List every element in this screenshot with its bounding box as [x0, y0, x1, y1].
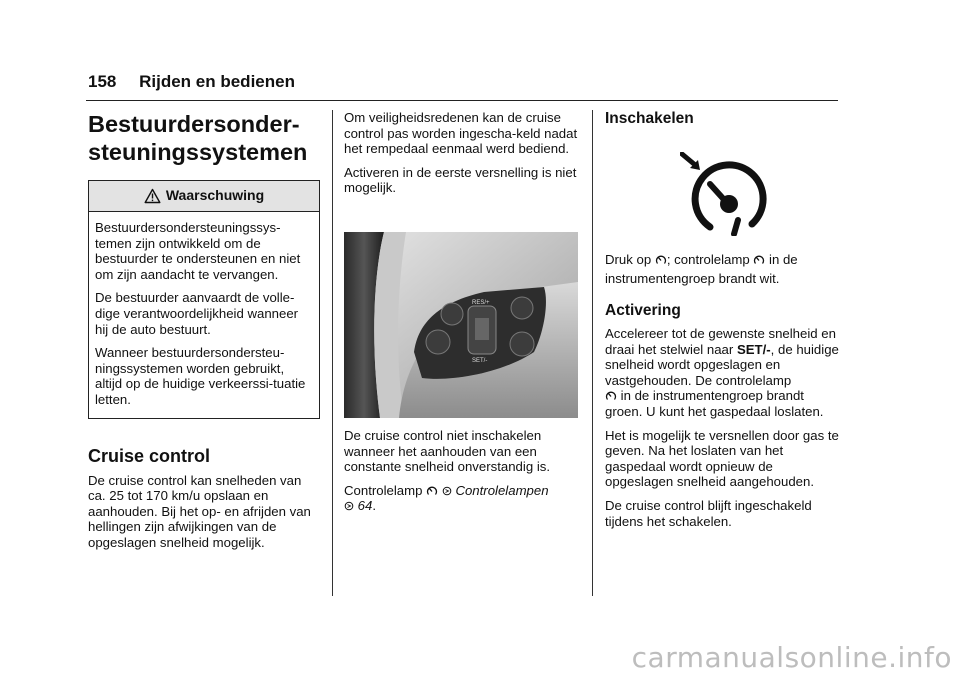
cruise-control-icon — [426, 485, 438, 497]
column-3 — [605, 110, 841, 134]
column-divider-2 — [592, 110, 593, 596]
warning-paragraph: Bestuurdersondersteuningssys-temen zijn ontwikkeld om de bestuurder te ondersteunen en niet om zijn aandacht te vervangen. — [95, 220, 301, 282]
page-header — [88, 72, 838, 92]
warning-paragraph: Wanneer bestuurdersondersteu-ningssystemen worden gebruikt, altijd op de huidige verkeerssi-tuatie letten. — [95, 345, 306, 407]
res-plus-label: RES/+ — [472, 300, 490, 306]
act-text-a: Accelereer tot de gewenste snelheid en draai het stelwiel naar — [605, 326, 836, 357]
column-divider-1 — [332, 110, 333, 596]
ref-prefix: Controlelamp — [344, 482, 423, 498]
activering-paragraph-1 — [605, 326, 841, 420]
page-title — [88, 110, 320, 166]
druk-suffix: in de instrumentengroep brandt wit. — [605, 252, 798, 286]
act-text-b: , de huidige snelheid wordt opgeslagen en vastgehouden. De controlelamp — [605, 341, 839, 388]
set-minus-term: SET/- — [736, 341, 771, 357]
druk-prefix: Druk op — [605, 252, 652, 267]
inschakelen-heading: Inschakelen — [605, 110, 694, 127]
safety-paragraph: Om veiligheidsredenen kan de cruise control pas worden ingescha-keld nadat het rempedaal eenmaal werd bediend. — [344, 110, 578, 157]
warning-note-paragraph: De cruise control niet inschakelen wanneer het aanhouden van een constante snelheid onverstandig is. — [344, 428, 551, 475]
section-title: Rijden en bedienen — [139, 72, 295, 91]
reference-link[interactable]: Controlelampen — [455, 482, 549, 498]
activering-paragraph-2: Het is mogelijk te versnellen door gas te geven. Na het loslaten van het gaspedaal wordt opnieuw de opgeslagen snelheid aangehouden. — [605, 427, 839, 490]
reference-arrow-icon — [344, 500, 354, 512]
warning-triangle-icon — [144, 188, 161, 204]
reference-paragraph: Controlelamp Controlelampen 64. — [344, 482, 549, 514]
header-divider — [86, 100, 838, 101]
column-3-lower — [605, 250, 841, 537]
druk-middle: ; controlelamp — [666, 252, 750, 267]
cruise-control-heading: Cruise control — [88, 445, 211, 466]
column-1 — [88, 110, 320, 559]
reference-arrow-icon — [442, 485, 452, 497]
title-line-1: Bestuurdersonder- — [88, 111, 300, 137]
column-2-lower — [344, 428, 578, 522]
page-number: 158 — [88, 72, 117, 91]
warning-box — [88, 180, 320, 419]
act-text-c: in de instrumentengroep brandt groen. U kunt het gaspedaal loslaten. — [605, 388, 824, 419]
warning-body — [89, 212, 319, 418]
cruise-control-gauge-icon — [680, 152, 770, 236]
first-gear-paragraph: Activeren in de eerste versnelling is niet mogelijk. — [344, 164, 577, 196]
cruise-control-icon — [605, 390, 617, 402]
activering-paragraph-3: De cruise control blijft ingeschakeld tijdens het schakelen. — [605, 497, 812, 529]
cruise-control-icon — [753, 254, 765, 266]
title-line-2: steuningssystemen — [88, 139, 308, 165]
warning-paragraph: De bestuurder aanvaardt de volle-dige verantwoordelijkheid wanneer hij de auto bestuurt. — [95, 290, 299, 337]
watermark: carmanualsonline.info — [631, 641, 952, 674]
druk-op-paragraph — [605, 250, 841, 288]
warning-heading: Waarschuwing — [165, 187, 265, 204]
set-minus-label: SET/- — [472, 358, 488, 364]
activering-heading: Activering — [605, 302, 681, 319]
cruise-control-text: De cruise control kan snelheden van ca. 25 tot 170 km/u opslaan en aanhouden. Bij het op- en afrijden van hellingen zijn afwijkingen van de opgeslagen snelheid mogelijk. — [88, 472, 311, 550]
column-2 — [344, 110, 578, 204]
warning-header — [89, 181, 319, 212]
cruise-control-icon — [655, 254, 667, 266]
steering-wheel-illustration — [344, 232, 578, 418]
reference-page[interactable]: 64 — [357, 498, 373, 514]
